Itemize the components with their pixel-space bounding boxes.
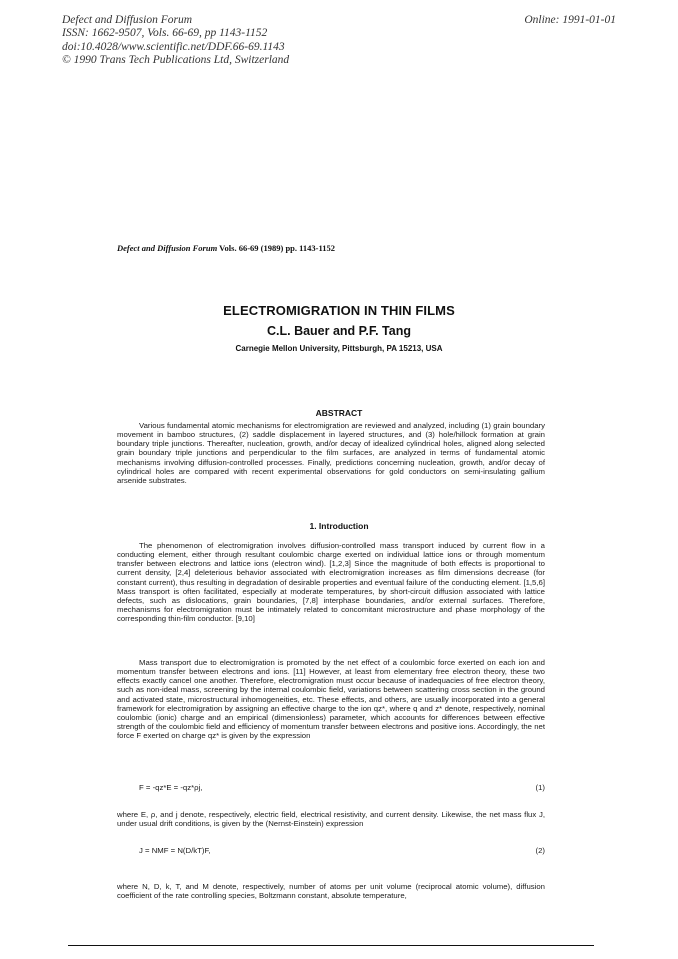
equation-2-number: (2) xyxy=(535,846,545,855)
doi-link[interactable]: doi:10.4028/www.scientific.net/DDF.66-69.1143 xyxy=(62,40,285,53)
issn-line: ISSN: 1662-9507, Vols. 66-69, pp 1143-1152 xyxy=(62,27,268,40)
paper-authors: C.L. Bauer and P.F. Tang xyxy=(266,324,411,338)
abstract-text: Various fundamental atomic mechanisms for electromigration are reviewed and analyzed, including (1) grain boundary movement in bamboo structures, (2) saddle displacement in layered structures, and (3) hole/hillock formation at grain boundary triple junctions. Thereafter, nucleation, growth, and/or decay of idealized cylindrical holes, aligned along selected grain boundary triple junctions and perpendicular to the film surfaces, are analyzed in terms of fundamental atomic mechanisms involving diffusion-controlled processes. Finally, predictions concerning nucleation, growth, and/or decay of cylindrical holes are compared with recent experimental observations for gold conductors on semi-insulating gallium arsenide substrates. xyxy=(117,421,545,485)
equation-2-expression: J = NMF = N(D/kT)F, xyxy=(139,846,211,855)
paper-title: ELECTROMIGRATION IN THIN FILMS xyxy=(223,303,455,318)
footer-divider xyxy=(68,945,594,946)
author-affiliation: Carnegie Mellon University, Pittsburgh, PA 15213, USA xyxy=(235,344,443,353)
journal-citation-name: Defect and Diffusion Forum xyxy=(117,243,218,253)
publication-info xyxy=(62,14,422,67)
section-heading-introduction: 1. Introduction xyxy=(309,521,369,531)
online-date: Online: 1991-01-01 xyxy=(524,14,616,26)
intro-paragraph-2: Mass transport due to electromigration is promoted by the net effect of a coulombic force exerted on each ion and momentum transfer between electrons and ions. [11] However, at least from elementary free electron theory, these two effects exactly cancel one another. Therefore, electromigration must occur because of inadequacies of free electron theory, such as non-ideal mass, screening by the internal coulombic field, variations between scattering cross section in the ground and activated state, microstructural inhomogeneities, etc. These effects, and others, are usually incorporated into a general framework for electromigration by assigning an effective charge to the ion qz*, where q and z* denote, respectively, nominal coulombic (ionic) charge and an empirical (dimensionless) parameter, which accounts for differences between effective strength of the coulombic field and efficiency of momentum transfer between electrons and positive ions. Accordingly, the net force F exerted on charge qz* is given by the expression xyxy=(117,658,545,741)
equation-1-expression: F = -qz*E = -qz*ρj, xyxy=(139,783,203,792)
journal-name: Defect and Diffusion Forum xyxy=(62,14,192,26)
intro-paragraph-4: where N, D, k, T, and M denote, respectively, number of atoms per unit volume (reciprocal atomic volume), diffusion coefficient of the rate controlling species, Boltzmann constant, absolute temperature, xyxy=(117,882,545,901)
equation-1-number: (1) xyxy=(535,783,545,792)
journal-citation xyxy=(117,243,335,253)
copyright-line: © 1990 Trans Tech Publications Ltd, Switzerland xyxy=(62,53,290,66)
intro-paragraph-1: The phenomenon of electromigration involves diffusion-controlled mass transport induced by current flow in a conducting element, either through resultant coulombic charge exerted on individual lattice ions or through momentum transfer between electrons and lattice ions (electron wind). [1,2,3] Since the magnitude of both effects is proportional to current density, [2,4] deleterious behavior associated with electromigration increases as film dimensions decrease (for constant current), thus resulting in degradation of desirable properties and eventual failure of the conducting element. [1,5,6] Mass transport is often facilitated, especially at moderate temperatures, by short-circuit diffusion associated with lattice defects, such as dislocations, grain boundaries, [7,8] interphase boundaries, and/or external surfaces. Therefore, mechanisms for electromigration must be intimately related to concomitant microstructure and phase morphology of the corresponding thin-film conductor. [9,10] xyxy=(117,541,545,624)
intro-paragraph-3: where E, ρ, and j denote, respectively, electric field, electrical resistivity, and current density. Likewise, the net mass flux J, under usual drift conditions, is given by the (Nernst-Einstein) expression xyxy=(117,810,545,829)
abstract-heading: ABSTRACT xyxy=(315,408,363,418)
journal-citation-volume: Vols. 66-69 (1989) pp. 1143-1152 xyxy=(217,243,336,253)
